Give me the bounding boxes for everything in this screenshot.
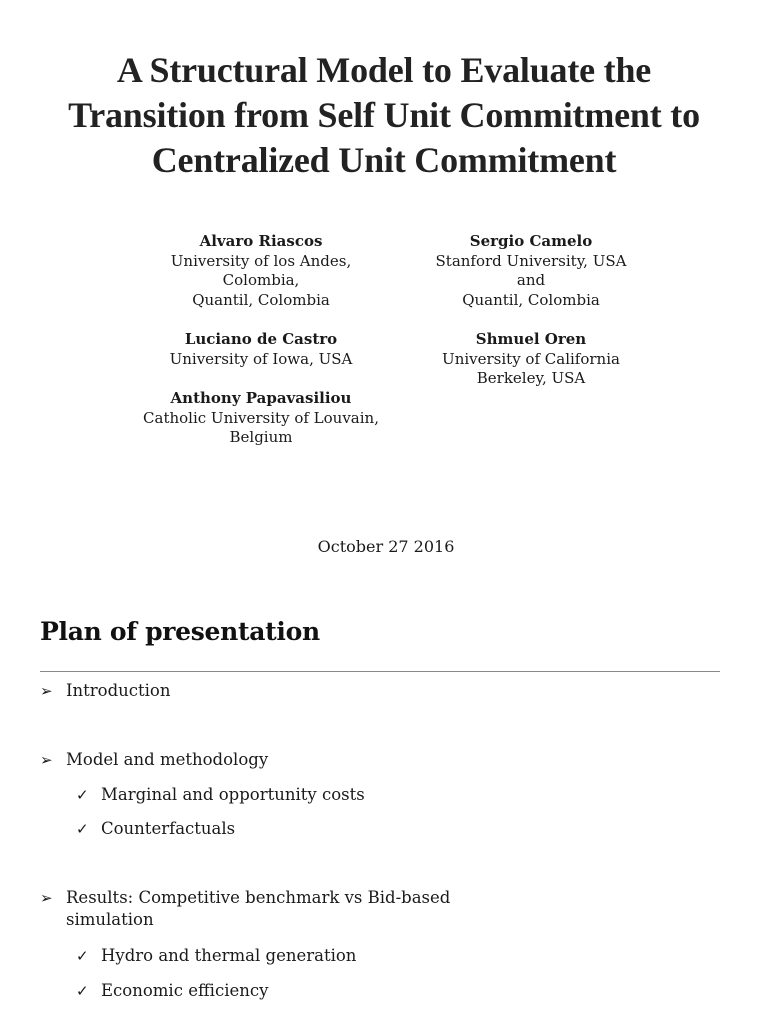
sub-list-item-text: Counterfactuals (101, 819, 236, 838)
list-item-text: Results: Competitive benchmark vs Bid-based simulation (66, 888, 451, 929)
sub-list-item-text: Hydro and thermal generation (101, 946, 357, 965)
list-item (40, 887, 526, 931)
slide-title: Plan of presentation (40, 617, 320, 646)
author-affiliation: University of Iowa, USA (169, 349, 353, 368)
arrowhead-bullet-icon: ➢ (40, 682, 53, 700)
author-name: Shmuel Oren (475, 330, 587, 348)
paper-title (0, 48, 768, 183)
title-line: A Structural Model to Evaluate the (116, 50, 652, 90)
author-affiliation: and (516, 271, 546, 289)
presentation-date: October 27 2016 (317, 537, 455, 556)
author-name: Luciano de Castro (184, 330, 338, 348)
list-item (40, 680, 526, 702)
author-affiliation: Quantil, Colombia (462, 290, 600, 309)
author-block (110, 232, 412, 310)
author-affiliation: Colombia, (222, 271, 300, 289)
author-affiliation: Berkeley, USA (476, 369, 586, 387)
arrowhead-bullet-icon: ➢ (40, 751, 53, 769)
list-item (40, 749, 526, 771)
author-affiliation: University of California (442, 349, 620, 368)
title-line: Transition from Self Unit Commitment to (68, 95, 700, 135)
sub-list-item (76, 945, 356, 967)
sub-list-item (76, 784, 365, 806)
checkmark-icon: ✓ (76, 820, 89, 838)
author-name: Anthony Papavasiliou (170, 389, 352, 407)
title-divider (40, 671, 720, 672)
author-name: Sergio Camelo (469, 232, 593, 250)
checkmark-icon: ✓ (76, 786, 89, 804)
author-affiliation: Catholic University of Louvain, (143, 408, 379, 427)
sub-list-item (76, 980, 268, 1002)
author-affiliation: Belgium (229, 428, 293, 446)
author-block (110, 389, 412, 448)
checkmark-icon: ✓ (76, 947, 89, 965)
author-affiliation: Stanford University, USA (435, 251, 627, 270)
title-line: Centralized Unit Commitment (151, 140, 617, 180)
author-block (400, 232, 662, 310)
sub-list-item-text: Economic efficiency (101, 981, 269, 1000)
sub-list-item-text: Marginal and opportunity costs (101, 785, 365, 804)
list-item-text: Introduction (66, 681, 171, 700)
author-affiliation: University of los Andes, (170, 251, 352, 270)
sub-list-item (76, 818, 235, 840)
list-item-text: Model and methodology (66, 750, 269, 769)
author-block (110, 330, 412, 369)
checkmark-icon: ✓ (76, 982, 89, 1000)
arrowhead-bullet-icon: ➢ (40, 889, 53, 907)
author-name: Alvaro Riascos (199, 232, 323, 250)
author-affiliation: Quantil, Colombia (192, 290, 330, 309)
author-block (400, 330, 662, 389)
